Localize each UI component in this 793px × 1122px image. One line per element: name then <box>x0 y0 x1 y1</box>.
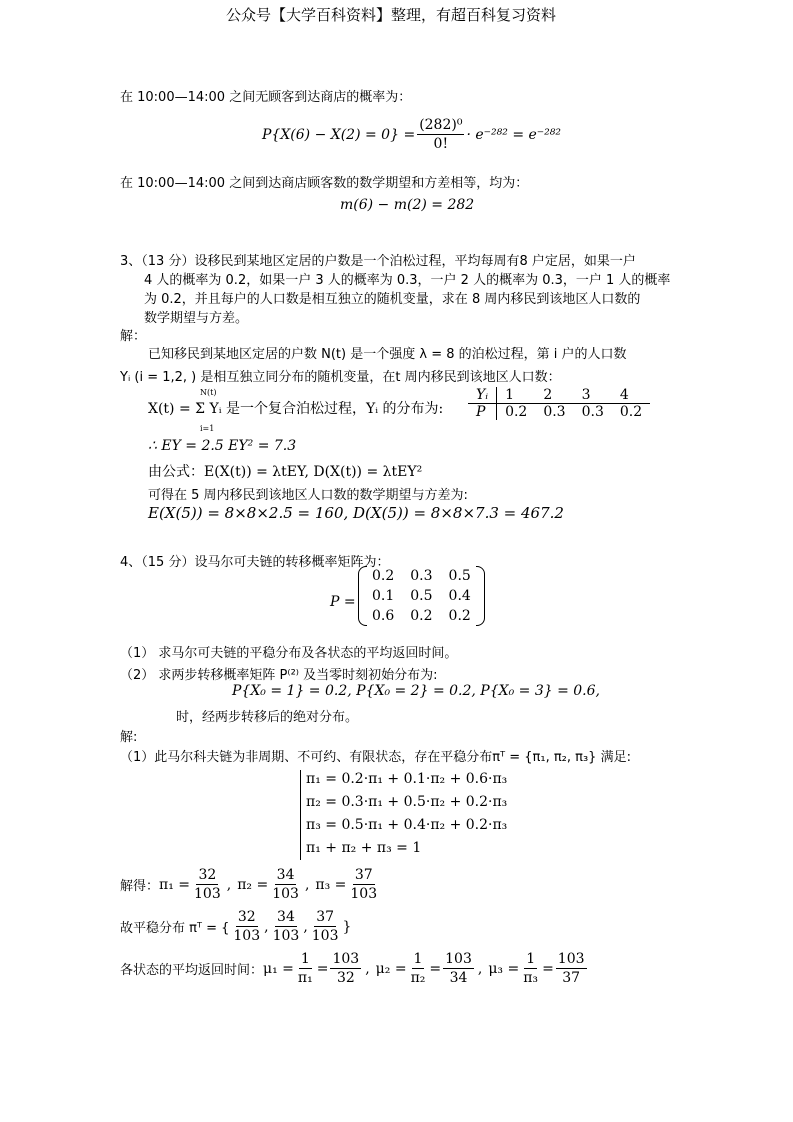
mu3-num: 103 <box>557 951 585 967</box>
stat-fraction-3 <box>310 908 341 945</box>
matrix-cell: 0.6 <box>372 608 395 624</box>
mu2-inverse <box>409 950 428 987</box>
system-equation: π₂ = 0.3·π₁ + 0.5·π₂ + 0.2·π₃ <box>306 794 508 810</box>
dist-cell: 0.3 <box>581 404 604 420</box>
pi3-den: 103 <box>350 886 378 902</box>
q3-step-5: 由公式：E(X(t)) = λtEY, D(X(t)) = λtEY² <box>148 464 423 480</box>
q3-step-7: E(X(5)) = 8×8×2.5 = 160, D(X(5)) = 8×8×7.3 = 467.2 <box>148 504 564 522</box>
matrix-row <box>364 606 479 626</box>
eq1-num: (282)⁰ <box>419 117 463 133</box>
mu1-label: μ₁ = <box>263 960 294 977</box>
q3-distribution <box>468 387 650 420</box>
q4-matrix <box>358 566 485 626</box>
eq1-right: · e⁻²⁸² = e⁻²⁸² <box>466 126 562 143</box>
mu2-label: μ₂ = <box>375 960 407 977</box>
pi1-den: 103 <box>194 886 221 902</box>
matrix-cell: 0.1 <box>372 588 395 604</box>
pi3-num: 37 <box>354 867 373 883</box>
q4-item-1: （1） 求马尔可夫链的平稳分布及各状态的平均返回时间。 <box>120 646 458 661</box>
matrix-cell: 0.5 <box>448 568 471 584</box>
pi2-label: π₂ = <box>237 876 269 893</box>
q3-sum-upper: N(t) <box>200 388 217 397</box>
mu2-num: 103 <box>445 951 472 967</box>
system-equation: π₃ = 0.5·π₁ + 0.4·π₂ + 0.2·π₃ <box>306 817 508 833</box>
q3-step-6: 可得在 5 周内移民到该地区人口数的数学期望与方差为: <box>148 488 468 503</box>
mu1-value <box>330 950 361 987</box>
dist-cell: 3 <box>574 387 612 404</box>
q4-equation-system <box>306 768 507 860</box>
mu3-inverse <box>521 950 540 987</box>
mu1-den: 32 <box>336 970 355 986</box>
q4-title: 4、（15 分）设马尔可夫链的转移概率矩阵为： <box>120 555 390 570</box>
pi1-label: π₁ = <box>159 876 191 893</box>
dist-cell: 0.3 <box>543 404 566 420</box>
return-label: 各状态的平均返回时间： <box>120 963 264 978</box>
dist-cell: 0.2 <box>505 404 528 420</box>
q3-solution-label: 解： <box>120 329 147 344</box>
pi1-fraction <box>192 866 223 903</box>
dist-cell: P <box>468 404 497 421</box>
stat-fraction-1 <box>231 908 262 945</box>
sec2-line1: 在 10:00—14:00 之间无顾客到达商店的概率为： <box>120 90 412 105</box>
eq1-left: P{X(6) − X(2) = 0} = <box>262 126 416 143</box>
pi2-fraction <box>270 866 301 903</box>
page-header: 公众号【大学百科资料】整理，有超百科复习资料 <box>226 6 557 24</box>
pi2-den: 103 <box>272 886 299 902</box>
stat-den: 103 <box>233 928 261 944</box>
stat-fraction-2 <box>271 908 302 945</box>
mu2-den: 34 <box>449 970 468 986</box>
q4-solution-values: 解得： π₁ = $\frac{32}{103}$ , π₂ = $\frac{34}{103}$ , π₃ = $\frac{37}{103}$ <box>120 867 378 902</box>
q3-title: 3、（13 分）设移民到某地区定居的户数是一个泊松过程，平均每周有8 户定居，如果一户 <box>120 254 636 269</box>
q4-item-2b: 时，经两步转移后的绝对分布。 <box>176 710 359 725</box>
q4-answer-1: （1）此马尔科夫链为非周期、不可约、有限状态，存在平稳分布πᵀ = {π₁, π₂, π₃} 满足: <box>120 750 631 765</box>
matrix-cell: 0.2 <box>448 608 471 624</box>
dist-cell: 2 <box>535 387 573 404</box>
q3-step-3: X(t) = Σ Yᵢ 是一个复合泊松过程，Yᵢ 的分布为: <box>148 401 444 417</box>
mu3-label: μ₃ = <box>488 960 520 977</box>
eq1-den: 0! <box>433 136 449 152</box>
matrix-cell: 0.4 <box>448 588 471 604</box>
stat-den: 103 <box>272 928 300 944</box>
q3-step-4: ∴ EY = 2.5 EY² = 7.3 <box>148 438 297 454</box>
q3-title-2: 4 人的概率为 0.2，如果一户 3 人的概率为 0.3，一户 2 人的概率为 0.3，一户 1 人的概率 <box>144 273 671 288</box>
sec2-eq2: m(6) − m(2) = 282 <box>340 197 475 213</box>
dist-row-values <box>468 387 650 404</box>
stat-num: 34 <box>277 909 295 925</box>
q4-stationary-distribution: 故平稳分布 πᵀ = { $\frac{32}{103}$ , $\frac{34}{103}$ , $\frac{37}{103}$ } <box>120 909 352 944</box>
stat-num: 32 <box>237 909 256 925</box>
matrix-right-paren <box>476 566 485 626</box>
sec2-line2: 在 10:00—14:00 之间到达商店顾客数的数学期望和方差相等，均为： <box>120 176 529 191</box>
matrix-cell: 0.3 <box>410 568 433 584</box>
q4-initial-distribution: P{X₀ = 1} = 0.2, P{X₀ = 2} = 0.2, P{X₀ = 3} = 0.6, <box>232 683 600 699</box>
matrix-row <box>364 566 479 586</box>
system-equation: π₁ = 0.2·π₁ + 0.1·π₂ + 0.6·π₃ <box>306 771 508 787</box>
matrix-row <box>364 586 479 606</box>
mu3-value <box>556 950 587 987</box>
matrix-cell: 0.2 <box>372 568 395 584</box>
stat-close: } <box>342 918 352 935</box>
mu3-inv-num: 1 <box>526 951 536 967</box>
eq1-fraction <box>417 116 464 153</box>
q3-title-3: 为 0.2，并且每户的人口数是相互独立的随机变量，求在 8 周内移民到该地区人口数的 <box>144 292 641 307</box>
dist-cell: Yᵢ <box>468 387 497 404</box>
q4-matrix-label: P = <box>330 594 356 610</box>
mu3-inv-den: π₃ <box>523 970 539 986</box>
dist-cell: 0.2 <box>619 404 643 420</box>
stat-num: 37 <box>316 909 335 925</box>
pi3-label: π₃ = <box>315 876 347 893</box>
q4-solution-label: 解: <box>120 730 138 745</box>
q3-title-4: 数学期望与方差。 <box>144 311 249 326</box>
mu1-num: 103 <box>332 951 360 967</box>
matrix-cell: 0.2 <box>410 608 433 624</box>
mu1-inv-den: π₁ <box>297 970 313 986</box>
pi3-fraction <box>348 866 379 903</box>
q3-sum-lower: i=1 <box>200 424 215 433</box>
mu1-inv-num: 1 <box>300 951 310 967</box>
mu2-value <box>443 950 474 987</box>
stat-label: 故平稳分布 πᵀ = { <box>120 921 230 936</box>
dist-row-probs <box>468 404 650 421</box>
dist-cell: 1 <box>497 387 536 404</box>
pi2-num: 34 <box>276 867 295 883</box>
q3-step-1: 已知移民到某地区定居的户数 N(t) 是一个强度 λ = 8 的泊松过程，第 i 户的人口数 <box>148 347 627 362</box>
q3-step-2: Yᵢ (i = 1,2, ) 是相互独立同分布的随机变量，在t 周内移民到该地区人口数： <box>120 370 561 385</box>
q4-item-2: （2） 求两步转移概率矩阵 P⁽²⁾ 及当零时刻初始分布为: <box>120 668 438 683</box>
matrix-left-paren <box>358 566 367 626</box>
mu1-inverse <box>296 950 315 987</box>
matrix-cell: 0.5 <box>410 588 433 604</box>
stat-den: 103 <box>311 928 339 944</box>
mu2-inv-num: 1 <box>413 951 423 967</box>
mu3-den: 37 <box>562 970 581 986</box>
system-equation: π₁ + π₂ + π₃ = 1 <box>306 840 422 856</box>
solve-label: 解得： <box>120 879 160 894</box>
dist-cell: 4 <box>612 387 650 404</box>
mu2-inv-den: π₂ <box>410 970 426 986</box>
sec2-eq1 <box>262 116 561 153</box>
pi1-num: 32 <box>198 867 217 883</box>
q4-return-times: 各状态的平均返回时间： μ₁ = $\frac{1}{\text{π₁}}$ = $\frac{103}{32}$ , μ₂ = $\frac{1}{\text{π₂}}$ = $\frac{103}{34}$ , μ₃ = $\frac{1}{\text{π₃}}$ = $\frac{103}{37}$ <box>120 951 585 986</box>
